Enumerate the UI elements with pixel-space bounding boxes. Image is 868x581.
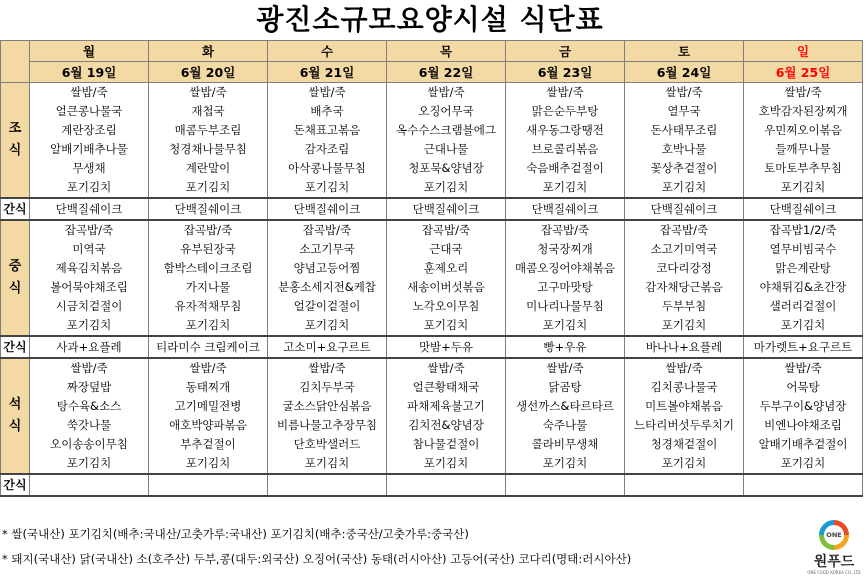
menu-cell: 우민찌오이볶음 [744, 121, 863, 140]
menu-cell: 애호박양파볶음 [149, 416, 268, 435]
menu-cell: 포기김치 [149, 178, 268, 198]
menu-cell: 오징어무국 [387, 102, 506, 121]
menu-cell: 재첩국 [149, 102, 268, 121]
menu-cell: 포기김치 [387, 454, 506, 474]
page-title: 광진소규모요양시설 식단표 [256, 3, 604, 36]
menu-cell: 잡곡밥/죽 [268, 220, 387, 240]
day-header: 토 [625, 41, 744, 62]
menu-cell: 잡곡밥1/2/죽 [744, 220, 863, 240]
menu-cell: 열무비빔국수 [744, 240, 863, 259]
menu-cell: 노각오이무침 [387, 297, 506, 316]
menu-cell: 돈채표고볶음 [268, 121, 387, 140]
menu-cell: 배추국 [268, 102, 387, 121]
menu-cell: 포기김치 [149, 454, 268, 474]
menu-cell: 쌀밥/죽 [30, 358, 149, 378]
snack2-label: 간식 [1, 336, 30, 358]
menu-cell: 쌀밥/죽 [387, 358, 506, 378]
snack3-label: 간식 [1, 474, 30, 496]
menu-cell: 매콤오징어야채볶음 [506, 259, 625, 278]
logo-subtitle: ONE FOOD KOREA CO.,LTD [807, 570, 861, 575]
menu-cell: 쌀밥/죽 [268, 83, 387, 103]
menu-cell: 쌀밥/죽 [387, 83, 506, 103]
menu-cell: 가지나물 [149, 278, 268, 297]
snack-cell [387, 474, 506, 496]
snack-cell: 고소미+요구르트 [268, 336, 387, 358]
menu-cell: 두부구이&양념장 [744, 397, 863, 416]
menu-cell: 포기김치 [506, 178, 625, 198]
menu-cell: 쌀밥/죽 [30, 83, 149, 103]
menu-cell: 훈제오리 [387, 259, 506, 278]
menu-cell: 김치콩나물국 [625, 378, 744, 397]
origin-line-2: * 돼지(국내산) 닭(국내산) 소(호주산) 두부,콩(대두:외국산) 오징어(국산) 동태(러시아산) 고등어(국산) 코다리(명태:러시아산) [2, 552, 632, 566]
snack-cell [625, 474, 744, 496]
snack-cell: 단백질쉐이크 [625, 198, 744, 220]
menu-cell: 얼큰콩나물국 [30, 102, 149, 121]
menu-cell: 쌀밥/죽 [744, 83, 863, 103]
menu-cell: 계란말이 [149, 159, 268, 178]
menu-cell: 야채튀김&초간장 [744, 278, 863, 297]
menu-cell: 맑은순두부탕 [506, 102, 625, 121]
snack-cell [30, 474, 149, 496]
menu-cell: 두부부침 [625, 297, 744, 316]
menu-cell: 무생채 [30, 159, 149, 178]
menu-cell: 포기김치 [30, 316, 149, 336]
menu-cell: 닭곰탕 [506, 378, 625, 397]
menu-cell: 제육김치볶음 [30, 259, 149, 278]
menu-cell: 포기김치 [268, 316, 387, 336]
menu-cell: 새송이버섯볶음 [387, 278, 506, 297]
menu-cell: 청경채나물무침 [149, 140, 268, 159]
menu-cell: 동태찌개 [149, 378, 268, 397]
menu-cell: 잡곡밥/죽 [30, 220, 149, 240]
menu-cell: 알배기배추나물 [30, 140, 149, 159]
menu-cell: 쌀밥/죽 [268, 358, 387, 378]
menu-cell: 유자적채무침 [149, 297, 268, 316]
menu-cell: 포기김치 [506, 454, 625, 474]
day-header: 목 [387, 41, 506, 62]
date-header: 6월 21일 [268, 62, 387, 83]
menu-cell: 알배기배추겉절이 [744, 435, 863, 454]
menu-cell: 함박스테이크조림 [149, 259, 268, 278]
menu-cell: 꽃상추겉절이 [625, 159, 744, 178]
date-header: 6월 24일 [625, 62, 744, 83]
menu-cell: 근대나물 [387, 140, 506, 159]
header-corner [1, 41, 30, 83]
menu-cell: 어묵탕 [744, 378, 863, 397]
menu-cell: 소고기미역국 [625, 240, 744, 259]
day-header: 화 [149, 41, 268, 62]
snack-cell [744, 474, 863, 496]
menu-cell: 생선까스&타르타르 [506, 397, 625, 416]
menu-cell: 미트볼야채볶음 [625, 397, 744, 416]
menu-cell: 쑥갓나물 [30, 416, 149, 435]
menu-cell: 볼어묵야채조림 [30, 278, 149, 297]
menu-cell: 열무국 [625, 102, 744, 121]
snack-cell: 바나나+요플레 [625, 336, 744, 358]
logo-mark: ONE [824, 525, 844, 545]
snack-cell: 마가렛트+요구르트 [744, 336, 863, 358]
menu-cell: 소고기무국 [268, 240, 387, 259]
menu-cell: 포기김치 [149, 316, 268, 336]
menu-cell: 옥수수스크램블에그 [387, 121, 506, 140]
snack-cell: 단백질쉐이크 [30, 198, 149, 220]
day-header: 월 [30, 41, 149, 62]
company-logo [806, 520, 862, 578]
menu-cell: 감자채당근볶음 [625, 278, 744, 297]
snack-cell: 사과+요플레 [30, 336, 149, 358]
day-header: 수 [268, 41, 387, 62]
menu-cell: 부추겉절이 [149, 435, 268, 454]
menu-cell: 분홍소세지전&케찹 [268, 278, 387, 297]
menu-cell: 유부된장국 [149, 240, 268, 259]
date-header: 6월 20일 [149, 62, 268, 83]
menu-cell: 참나물겉절이 [387, 435, 506, 454]
menu-cell: 콜라비무생채 [506, 435, 625, 454]
date-header: 6월 23일 [506, 62, 625, 83]
menu-cell: 잡곡밥/죽 [506, 220, 625, 240]
menu-cell: 미나리나물무침 [506, 297, 625, 316]
menu-cell: 돈사태무조림 [625, 121, 744, 140]
menu-cell: 매콤두부조림 [149, 121, 268, 140]
menu-cell: 쌀밥/죽 [625, 83, 744, 103]
menu-cell: 새우동그랑땡전 [506, 121, 625, 140]
menu-cell: 포기김치 [625, 316, 744, 336]
menu-cell: 포기김치 [625, 454, 744, 474]
snack-cell: 단백질쉐이크 [506, 198, 625, 220]
menu-cell: 청국장찌개 [506, 240, 625, 259]
menu-cell: 맑은계란탕 [744, 259, 863, 278]
menu-cell: 포기김치 [744, 178, 863, 198]
menu-cell: 잡곡밥/죽 [149, 220, 268, 240]
menu-cell: 호박감자된장찌개 [744, 102, 863, 121]
snack-cell [149, 474, 268, 496]
origin-line-1: * 쌀(국내산) 포기김치(배추:국내산/고춧가루:국내산) 포기김치(배추:중국산/고춧가루:중국산) [2, 527, 469, 541]
breakfast-label: 조식 [1, 83, 30, 199]
menu-cell: 포기김치 [625, 178, 744, 198]
menu-cell: 미역국 [30, 240, 149, 259]
day-header: 금 [506, 41, 625, 62]
menu-cell: 포기김치 [268, 178, 387, 198]
menu-cell: 파채제육불고기 [387, 397, 506, 416]
menu-cell: 계란장조림 [30, 121, 149, 140]
menu-cell: 양념고등어찜 [268, 259, 387, 278]
menu-cell: 토마토부추무침 [744, 159, 863, 178]
menu-cell: 청포묵&양념장 [387, 159, 506, 178]
menu-cell: 짜장덮밥 [30, 378, 149, 397]
snack-cell: 단백질쉐이크 [387, 198, 506, 220]
menu-cell: 고구마맛탕 [506, 278, 625, 297]
menu-cell: 단호박샐러드 [268, 435, 387, 454]
menu-cell: 굴소스닭안심볶음 [268, 397, 387, 416]
menu-cell: 느타리버섯두루치기 [625, 416, 744, 435]
menu-cell: 포기김치 [744, 316, 863, 336]
origin-notice [2, 522, 802, 572]
snack-cell: 빵+우유 [506, 336, 625, 358]
menu-cell: 쌀밥/죽 [744, 358, 863, 378]
snack-cell: 단백질쉐이크 [149, 198, 268, 220]
date-header: 6월 25일 [744, 62, 863, 83]
menu-cell: 브로콜리볶음 [506, 140, 625, 159]
menu-cell: 포기김치 [387, 178, 506, 198]
menu-cell: 포기김치 [268, 454, 387, 474]
date-header: 6월 19일 [30, 62, 149, 83]
menu-cell: 쌀밥/죽 [149, 83, 268, 103]
menu-cell: 비엔나야채조림 [744, 416, 863, 435]
menu-cell: 쌀밥/죽 [506, 83, 625, 103]
menu-cell: 숙주나물 [506, 416, 625, 435]
menu-cell: 들깨무나물 [744, 140, 863, 159]
meal-plan-table [0, 40, 863, 497]
snack-cell: 단백질쉐이크 [268, 198, 387, 220]
menu-cell: 아삭콩나물무침 [268, 159, 387, 178]
menu-cell: 얼큰황태채국 [387, 378, 506, 397]
menu-cell: 포기김치 [506, 316, 625, 336]
menu-cell: 포기김치 [387, 316, 506, 336]
menu-cell: 얼갈이겉절이 [268, 297, 387, 316]
menu-cell: 시금치겉절이 [30, 297, 149, 316]
logo-ring-icon [819, 520, 849, 550]
menu-cell: 김치전&양념장 [387, 416, 506, 435]
menu-cell: 숙음배추겉절이 [506, 159, 625, 178]
snack-cell: 티라미수 크림케이크 [149, 336, 268, 358]
snack-cell: 단백질쉐이크 [744, 198, 863, 220]
menu-cell: 잡곡밥/죽 [625, 220, 744, 240]
menu-cell: 포기김치 [30, 178, 149, 198]
menu-cell: 잡곡밥/죽 [387, 220, 506, 240]
menu-cell: 포기김치 [744, 454, 863, 474]
menu-cell: 김치두부국 [268, 378, 387, 397]
date-header: 6월 22일 [387, 62, 506, 83]
menu-cell: 고기메밀전병 [149, 397, 268, 416]
menu-cell: 비름나물고추장무침 [268, 416, 387, 435]
menu-cell: 청경채겉절이 [625, 435, 744, 454]
menu-cell: 쌀밥/죽 [149, 358, 268, 378]
day-header: 일 [744, 41, 863, 62]
menu-cell: 쌀밥/죽 [506, 358, 625, 378]
menu-cell: 감자조림 [268, 140, 387, 159]
logo-name: 원푸드 [813, 554, 855, 570]
menu-cell: 코다리강정 [625, 259, 744, 278]
snack-cell [506, 474, 625, 496]
snack-cell: 맛밤+두유 [387, 336, 506, 358]
snack-cell [268, 474, 387, 496]
lunch-label: 중식 [1, 220, 30, 336]
menu-cell: 호박나물 [625, 140, 744, 159]
menu-cell: 탕수육&소스 [30, 397, 149, 416]
menu-cell: 포기김치 [30, 454, 149, 474]
menu-cell: 오이송송이무침 [30, 435, 149, 454]
menu-cell: 샐러리겉절이 [744, 297, 863, 316]
snack1-label: 간식 [1, 198, 30, 220]
dinner-label: 석식 [1, 358, 30, 474]
menu-cell: 근대국 [387, 240, 506, 259]
menu-cell: 쌀밥/죽 [625, 358, 744, 378]
